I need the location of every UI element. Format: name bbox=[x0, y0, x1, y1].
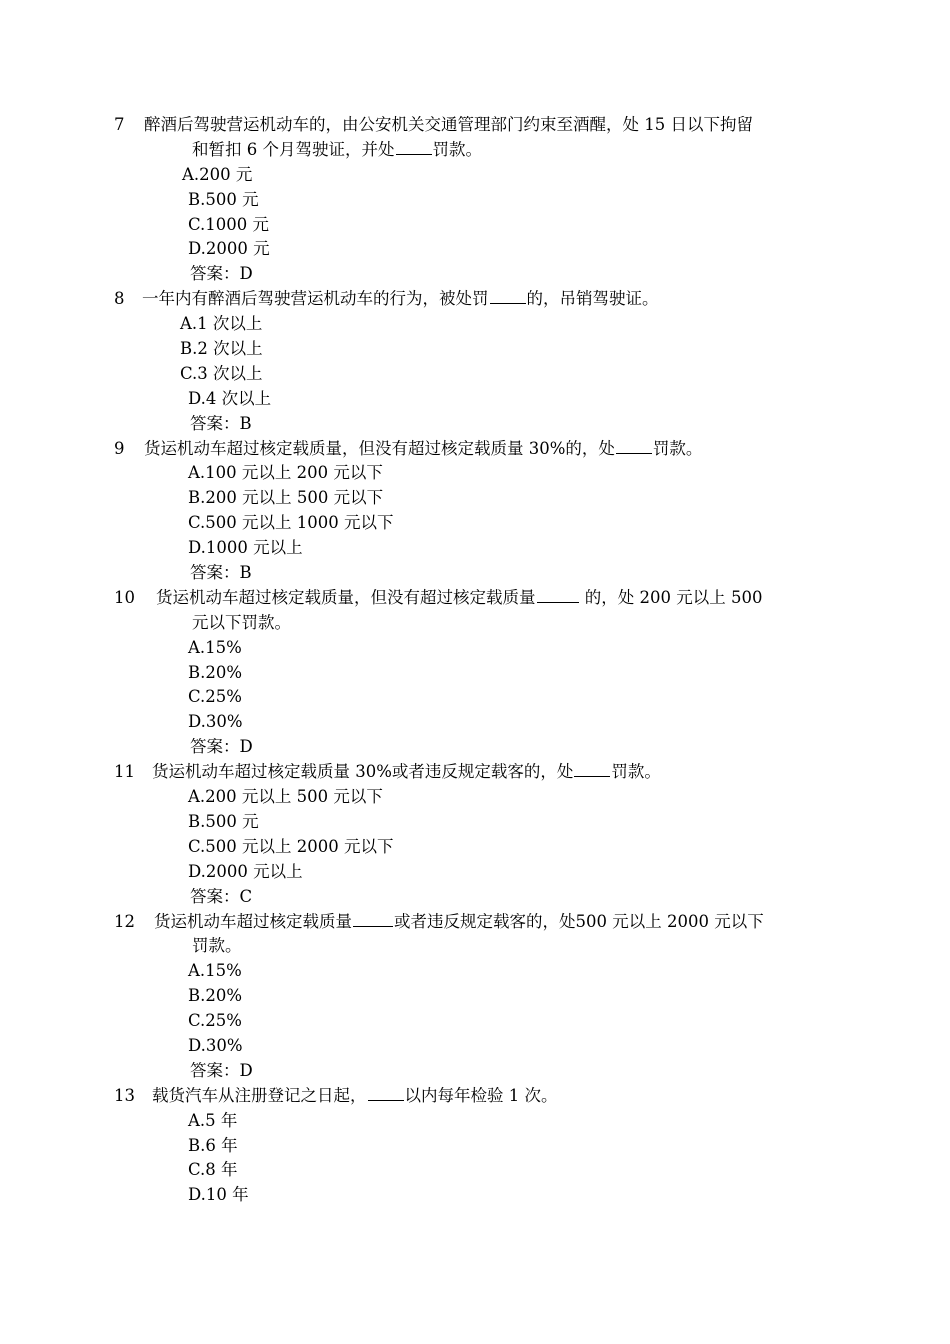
answer-blank bbox=[537, 586, 579, 603]
answer-blank bbox=[396, 138, 432, 155]
option: D.2000 元 bbox=[188, 239, 270, 259]
question-stem-continued bbox=[114, 934, 844, 959]
option: C.25% bbox=[188, 1011, 242, 1031]
question-text: 的，处 200 元以上 500 bbox=[579, 587, 763, 607]
option: A.15% bbox=[188, 637, 242, 657]
answer-blank bbox=[353, 910, 393, 927]
answer: 答案：D bbox=[190, 1060, 253, 1080]
question-number: 7 bbox=[114, 115, 125, 134]
option: D.4 次以上 bbox=[188, 388, 272, 408]
answer: 答案：B bbox=[190, 413, 252, 433]
question-text: 罚款。 bbox=[611, 762, 661, 782]
option: B.6 年 bbox=[188, 1135, 238, 1155]
option: A.200 元以上 500 元以下 bbox=[188, 787, 383, 807]
question-text: 货运机动车超过核定载质量 30%或者违反规定载客的，处 bbox=[152, 762, 574, 782]
option: B.20% bbox=[188, 662, 243, 682]
question-text: 货运机动车超过核定载质量 bbox=[154, 911, 352, 931]
question-text: 或者违反规定载客的，处500 元以上 2000 元以下 bbox=[394, 911, 764, 931]
option: C.1000 元 bbox=[188, 214, 270, 234]
option: B.500 元 bbox=[188, 811, 259, 831]
question-number: 10 bbox=[114, 587, 135, 607]
question-text: 一年内有醉酒后驾驶营运机动车的行为，被处罚 bbox=[142, 289, 489, 309]
question-text: 载货汽车从注册登记之日起， bbox=[152, 1085, 367, 1105]
question-text: 和暂扣 6 个月驾驶证，并处 bbox=[192, 139, 395, 159]
question-text: 醉酒后驾驶营运机动车的，由公安机关交通管理部门约束至酒醒，处 15 日以下拘留 bbox=[144, 115, 753, 134]
question-stem-continued bbox=[114, 138, 844, 163]
question-text: 以内每年检验 1 次。 bbox=[404, 1085, 558, 1105]
question-stem bbox=[114, 760, 844, 785]
option: D.30% bbox=[188, 712, 243, 732]
option: B.20% bbox=[188, 986, 243, 1006]
option: C.25% bbox=[188, 687, 242, 707]
option: A.15% bbox=[188, 961, 242, 981]
option: C.500 元以上 1000 元以下 bbox=[188, 513, 394, 533]
question-stem bbox=[114, 287, 844, 312]
option: A.5 年 bbox=[188, 1110, 238, 1130]
question-stem bbox=[114, 113, 844, 138]
question-stem bbox=[114, 910, 844, 935]
answer-blank bbox=[616, 437, 652, 454]
option: A.200 元 bbox=[182, 164, 253, 184]
option: C.8 年 bbox=[188, 1160, 238, 1180]
answer-blank bbox=[368, 1084, 404, 1101]
question-stem bbox=[114, 437, 844, 462]
question-text: 罚款。 bbox=[432, 139, 482, 159]
question-number: 12 bbox=[114, 911, 135, 931]
option: A.100 元以上 200 元以下 bbox=[188, 463, 383, 483]
question-number: 8 bbox=[114, 289, 125, 309]
option: D.10 年 bbox=[188, 1185, 249, 1205]
question-text: 元以下罚款。 bbox=[192, 612, 291, 632]
question-text: 货运机动车超过核定载质量，但没有超过核定载质量 bbox=[156, 587, 536, 607]
option: B.2 次以上 bbox=[180, 339, 263, 359]
question-number: 13 bbox=[114, 1085, 135, 1105]
document-body bbox=[114, 113, 844, 1208]
question-number: 11 bbox=[114, 762, 135, 782]
option: B.200 元以上 500 元以下 bbox=[188, 488, 384, 508]
option: D.1000 元以上 bbox=[188, 538, 303, 558]
answer: 答案：B bbox=[190, 563, 252, 583]
answer: 答案：C bbox=[190, 886, 253, 906]
option: A.1 次以上 bbox=[180, 314, 263, 334]
option: C.3 次以上 bbox=[180, 363, 263, 383]
question-stem-continued bbox=[114, 611, 844, 636]
answer: 答案：D bbox=[190, 264, 253, 284]
question-number: 9 bbox=[114, 438, 125, 458]
answer-blank bbox=[490, 287, 526, 304]
option: B.500 元 bbox=[188, 189, 259, 209]
question-stem bbox=[114, 1084, 844, 1109]
option: D.2000 元以上 bbox=[188, 861, 303, 881]
answer: 答案：D bbox=[190, 737, 253, 757]
question-text: 罚款。 bbox=[192, 936, 242, 956]
answer-blank bbox=[574, 760, 610, 777]
option: C.500 元以上 2000 元以下 bbox=[188, 836, 394, 856]
question-text: 的，吊销驾驶证。 bbox=[526, 289, 659, 309]
question-stem bbox=[114, 586, 844, 611]
option: D.30% bbox=[188, 1035, 243, 1055]
question-text: 货运机动车超过核定载质量，但没有超过核定载质量 30%的，处 bbox=[144, 438, 615, 458]
question-text: 罚款。 bbox=[652, 438, 703, 458]
